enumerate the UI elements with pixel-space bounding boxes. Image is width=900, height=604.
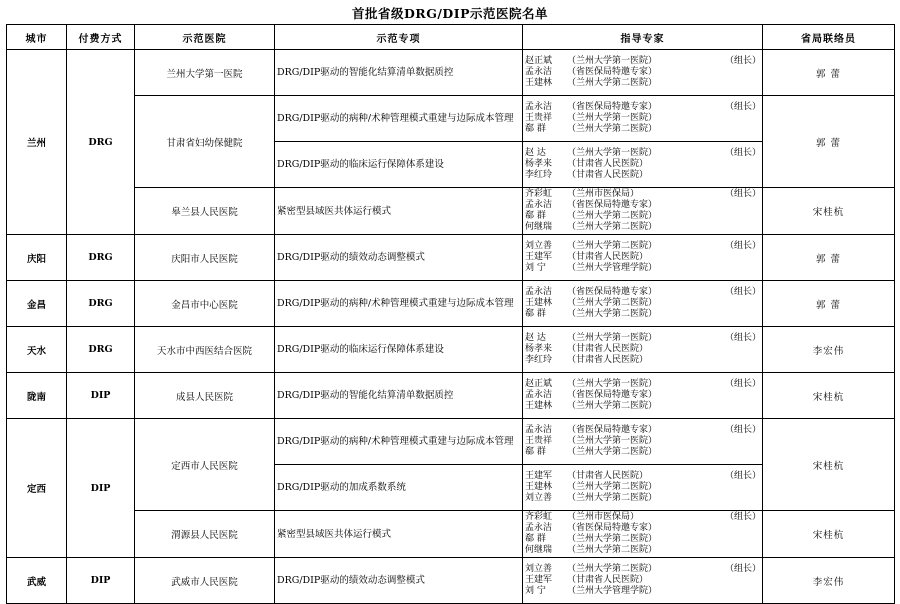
expert-line [525, 309, 760, 320]
header-project: 示范专项 [275, 25, 523, 50]
expert-line [525, 401, 760, 412]
expert-line [525, 512, 760, 523]
expert-name: 王建军 [525, 575, 553, 585]
expert-name: 孟永洁 [525, 425, 553, 435]
header-liaison: 省局联络员 [763, 25, 895, 50]
project-cell: DRG/DIP驱动的智能化结算清单数据质控 [275, 50, 523, 96]
expert-line [525, 355, 760, 366]
expert-line [525, 436, 760, 447]
expert-role: （组长） [725, 379, 762, 389]
expert-affiliation: （兰州大学第二医院） [567, 211, 658, 221]
expert-affiliation: （兰州大学第一医院） [567, 436, 658, 446]
expert-affiliation: （兰州大学第二医院） [567, 564, 658, 574]
expert-line [525, 564, 760, 575]
expert-role: （组长） [725, 287, 762, 297]
city-cell: 兰州 [7, 50, 67, 235]
expert-role: （组长） [725, 56, 762, 66]
document-title: 首批省级DRG/DIP示范医院名单 [351, 6, 549, 21]
hospital-name-cell: 渭源县人民医院 [135, 511, 275, 558]
table-row [7, 327, 895, 373]
expert-affiliation: （兰州大学第二医院） [567, 241, 658, 251]
expert-affiliation: （省医保局特邀专家） [567, 67, 658, 77]
liaison-cell: 宋桂杭 [763, 373, 895, 419]
expert-name: 王建林 [525, 78, 553, 88]
project-cell: DRG/DIP驱动的病种/术种管理模式重建与边际成本管理 [275, 96, 523, 142]
project-cell: DRG/DIP驱动的加成系数系统 [275, 465, 523, 511]
expert-name: 王建林 [525, 298, 553, 308]
expert-line [525, 482, 760, 493]
hospital-name-cell: 成县人民医院 [135, 373, 275, 419]
expert-line [525, 534, 760, 545]
expert-line [525, 575, 760, 586]
experts-cell [523, 465, 763, 511]
expert-name: 孟永洁 [525, 102, 553, 112]
expert-affiliation: （兰州大学第二医院） [567, 124, 658, 134]
expert-affiliation: （兰州大学第二医院） [567, 298, 658, 308]
expert-line [525, 78, 760, 89]
expert-affiliation: （兰州市医保局） [567, 512, 640, 522]
expert-affiliation: （兰州大学第二医院） [567, 78, 658, 88]
table-header-row [7, 25, 895, 50]
expert-affiliation: （甘肃省人民医院） [567, 355, 649, 365]
expert-affiliation: （省医保局特邀专家） [567, 200, 658, 210]
expert-affiliation: （兰州大学第二医院） [567, 401, 658, 411]
expert-name: 李红玲 [525, 170, 553, 180]
expert-name: 赵正斌 [525, 56, 553, 66]
experts-cell [523, 188, 763, 235]
expert-name: 孟永洁 [525, 523, 553, 533]
project-cell: DRG/DIP驱动的病种/术种管理模式重建与边际成本管理 [275, 419, 523, 465]
expert-line [525, 200, 760, 211]
table-row [7, 281, 895, 327]
expert-affiliation: （兰州大学第二医院） [567, 482, 658, 492]
payment-method-cell: DRG [67, 327, 135, 373]
expert-name: 郗 群 [525, 124, 546, 134]
expert-name: 赵 达 [525, 148, 546, 158]
experts-cell [523, 373, 763, 419]
expert-line [525, 263, 760, 274]
hospital-name-cell: 甘肃省妇幼保健院 [135, 96, 275, 188]
expert-role: （组长） [725, 564, 762, 574]
payment-method-cell: DRG [67, 50, 135, 235]
expert-role: （组长） [725, 425, 762, 435]
city-cell: 天水 [7, 327, 67, 373]
expert-affiliation: （兰州大学第二医院） [567, 309, 658, 319]
experts-cell [523, 142, 763, 188]
project-cell: DRG/DIP驱动的绩效动态调整模式 [275, 235, 523, 281]
expert-role: （组长） [725, 189, 762, 199]
expert-line [525, 170, 760, 181]
experts-cell [523, 281, 763, 327]
expert-line [525, 56, 760, 67]
table-row [7, 373, 895, 419]
expert-affiliation: （省医保局特邀专家） [567, 102, 658, 112]
expert-name: 何继瑞 [525, 545, 553, 555]
payment-method-cell: DIP [67, 373, 135, 419]
expert-line [525, 222, 760, 233]
expert-affiliation: （兰州市医保局） [567, 189, 640, 199]
expert-name: 孟永洁 [525, 390, 553, 400]
expert-affiliation: （甘肃省人民医院） [567, 471, 649, 481]
header-city: 城市 [7, 25, 67, 50]
expert-name: 王建林 [525, 482, 553, 492]
expert-affiliation: （兰州大学管理学院） [567, 586, 658, 596]
expert-affiliation: （兰州大学第二医院） [567, 493, 658, 503]
expert-line [525, 124, 760, 135]
expert-line [525, 545, 760, 556]
liaison-cell: 郭 蕾 [763, 96, 895, 188]
table-row [7, 419, 895, 465]
expert-name: 齐彩虹 [525, 512, 553, 522]
expert-name: 杨孝来 [525, 344, 553, 354]
expert-name: 孟永洁 [525, 200, 553, 210]
table-row [7, 188, 895, 235]
project-cell: DRG/DIP驱动的智能化结算清单数据质控 [275, 373, 523, 419]
expert-affiliation: （兰州大学第二医院） [567, 534, 658, 544]
expert-line [525, 148, 760, 159]
expert-name: 刘立善 [525, 241, 553, 251]
payment-method-cell: DIP [67, 419, 135, 558]
expert-name: 孟永洁 [525, 287, 553, 297]
expert-affiliation: （省医保局特邀专家） [567, 523, 658, 533]
experts-cell [523, 511, 763, 558]
liaison-cell: 郭 蕾 [763, 235, 895, 281]
hospital-name-cell: 皋兰县人民医院 [135, 188, 275, 235]
expert-line [525, 102, 760, 113]
expert-affiliation: （兰州大学第二医院） [567, 222, 658, 232]
expert-line [525, 523, 760, 534]
expert-line [525, 586, 760, 597]
expert-name: 何继瑞 [525, 222, 553, 232]
hospital-name-cell: 金昌市中心医院 [135, 281, 275, 327]
table-row [7, 96, 895, 142]
payment-method-cell: DRG [67, 235, 135, 281]
expert-line [525, 252, 760, 263]
experts-cell [523, 327, 763, 373]
expert-affiliation: （兰州大学第一医院） [567, 379, 658, 389]
expert-name: 刘立善 [525, 564, 553, 574]
expert-affiliation: （省医保局特邀专家） [567, 425, 658, 435]
project-cell: DRG/DIP驱动的临床运行保障体系建设 [275, 327, 523, 373]
city-cell: 陇南 [7, 373, 67, 419]
expert-line [525, 447, 760, 458]
expert-line [525, 67, 760, 78]
expert-role: （组长） [725, 241, 762, 251]
payment-method-cell: DRG [67, 281, 135, 327]
expert-name: 齐彩虹 [525, 189, 553, 199]
hospital-name-cell: 定西市人民医院 [135, 419, 275, 511]
expert-name: 郗 群 [525, 309, 546, 319]
project-cell: 紧密型县域医共体运行模式 [275, 511, 523, 558]
expert-name: 刘 宁 [525, 586, 546, 596]
expert-affiliation: （甘肃省人民医院） [567, 575, 649, 585]
hospital-name-cell: 兰州大学第一医院 [135, 50, 275, 96]
expert-affiliation: （兰州大学管理学院） [567, 263, 658, 273]
expert-affiliation: （兰州大学第一医院） [567, 113, 658, 123]
expert-line [525, 344, 760, 355]
expert-role: （组长） [725, 471, 762, 481]
liaison-cell: 宋桂杭 [763, 419, 895, 511]
expert-affiliation: （甘肃省人民医院） [567, 159, 649, 169]
expert-name: 王建林 [525, 401, 553, 411]
experts-cell [523, 96, 763, 142]
expert-line [525, 493, 760, 504]
expert-line [525, 241, 760, 252]
expert-affiliation: （甘肃省人民医院） [567, 344, 649, 354]
expert-line [525, 390, 760, 401]
hospital-table [6, 24, 895, 604]
expert-name: 郗 群 [525, 447, 546, 457]
expert-line [525, 287, 760, 298]
expert-name: 郗 群 [525, 534, 546, 544]
project-cell: DRG/DIP驱动的绩效动态调整模式 [275, 558, 523, 604]
city-cell: 武威 [7, 558, 67, 604]
expert-affiliation: （兰州大学第二医院） [567, 447, 658, 457]
liaison-cell: 宋桂杭 [763, 188, 895, 235]
expert-affiliation: （省医保局特邀专家） [567, 287, 658, 297]
experts-cell [523, 419, 763, 465]
table-body [7, 50, 895, 604]
expert-name: 王建军 [525, 471, 553, 481]
expert-affiliation: （甘肃省人民医院） [567, 170, 649, 180]
expert-affiliation: （甘肃省人民医院） [567, 252, 649, 262]
liaison-cell: 李宏伟 [763, 327, 895, 373]
expert-role: （组长） [725, 102, 762, 112]
expert-affiliation: （兰州大学第一医院） [567, 148, 658, 158]
table-row [7, 558, 895, 604]
expert-name: 孟永洁 [525, 67, 553, 77]
header-hospital: 示范医院 [135, 25, 275, 50]
expert-name: 李红玲 [525, 355, 553, 365]
expert-name: 刘立善 [525, 493, 553, 503]
expert-role: （组长） [725, 148, 762, 158]
hospital-name-cell: 武威市人民医院 [135, 558, 275, 604]
liaison-cell: 宋桂杭 [763, 511, 895, 558]
experts-cell [523, 50, 763, 96]
table-row [7, 511, 895, 558]
header-payment-method: 付费方式 [67, 25, 135, 50]
expert-name: 王贵祥 [525, 436, 553, 446]
expert-line [525, 425, 760, 436]
city-cell: 庆阳 [7, 235, 67, 281]
city-cell: 金昌 [7, 281, 67, 327]
hospital-name-cell: 天水市中西医结合医院 [135, 327, 275, 373]
expert-line [525, 379, 760, 390]
expert-line [525, 189, 760, 200]
expert-name: 郗 群 [525, 211, 546, 221]
expert-name: 杨孝来 [525, 159, 553, 169]
expert-affiliation: （省医保局特邀专家） [567, 390, 658, 400]
expert-name: 赵正斌 [525, 379, 553, 389]
experts-cell [523, 558, 763, 604]
expert-line [525, 471, 760, 482]
expert-name: 王建军 [525, 252, 553, 262]
project-cell: DRG/DIP驱动的临床运行保障体系建设 [275, 142, 523, 188]
expert-role: （组长） [725, 333, 762, 343]
city-cell: 定西 [7, 419, 67, 558]
expert-name: 王贵祥 [525, 113, 553, 123]
expert-affiliation: （兰州大学第一医院） [567, 333, 658, 343]
header-experts: 指导专家 [523, 25, 763, 50]
expert-line [525, 159, 760, 170]
hospital-name-cell: 庆阳市人民医院 [135, 235, 275, 281]
project-cell: 紧密型县域医共体运行模式 [275, 188, 523, 235]
project-cell: DRG/DIP驱动的病种/术种管理模式重建与边际成本管理 [275, 281, 523, 327]
expert-line [525, 211, 760, 222]
liaison-cell: 郭 蕾 [763, 50, 895, 96]
expert-line [525, 113, 760, 124]
expert-line [525, 298, 760, 309]
expert-name: 刘 宁 [525, 263, 546, 273]
payment-method-cell: DIP [67, 558, 135, 604]
expert-role: （组长） [725, 512, 762, 522]
expert-line [525, 333, 760, 344]
liaison-cell: 郭 蕾 [763, 281, 895, 327]
table-row [7, 50, 895, 96]
liaison-cell: 李宏伟 [763, 558, 895, 604]
experts-cell [523, 235, 763, 281]
table-row [7, 235, 895, 281]
expert-name: 赵 达 [525, 333, 546, 343]
expert-affiliation: （兰州大学第二医院） [567, 545, 658, 555]
expert-affiliation: （兰州大学第一医院） [567, 56, 658, 66]
